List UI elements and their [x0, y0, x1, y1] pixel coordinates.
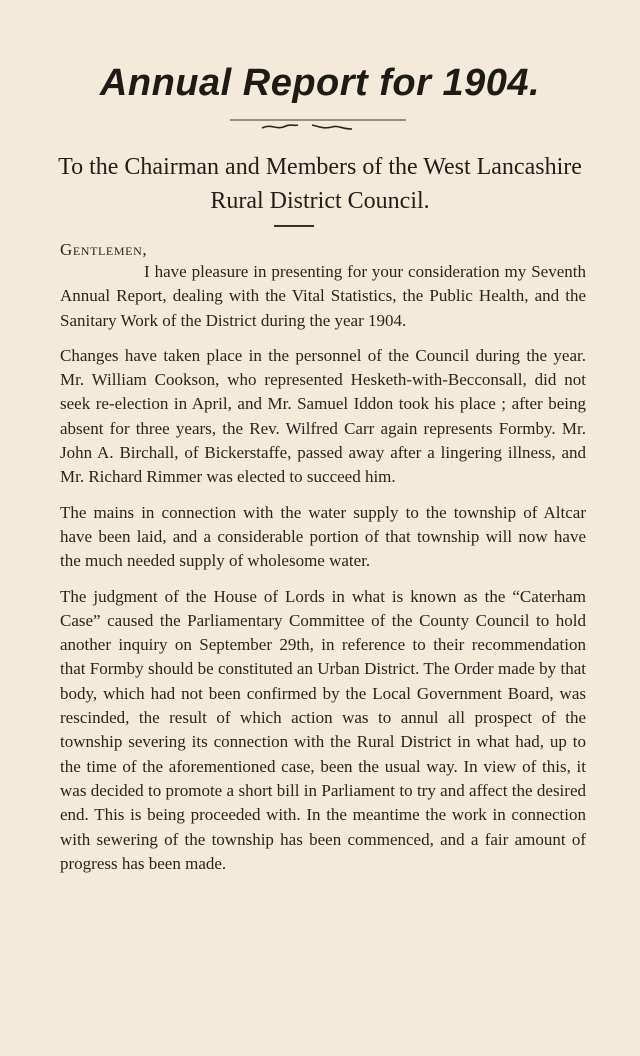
paragraph-1: I have pleasure in presenting for your consideration my Seventh Annual Report, dealing with the Vital Statistics, the Public Health, and the Sanitary Work of the District during the year 1904. [60, 262, 586, 330]
paragraph-4: The judgment of the House of Lords in what is known as the “Caterham Case” caused the Parliamentary Committee of the County Council to hold another inquiry on September 29th, in reference to their recommendation that Formby should be constituted an Urban District. The Order made by that body, which had not been confirmed by the Local Government Board, was rescinded, the result of which action was to annul all prospect of the township severing its connection with the Rural District in what had, up to the time of the aforementioned case, been the usual way. In view of this, it was decided to promote a short bill in Parliament to try and affect the desired end. This is being proceeded with. In the meantime the work in connection with sewering of the township has been commenced, and a fair amount of progress has been made. [60, 586, 586, 873]
section-divider [274, 225, 314, 227]
salutation: Gentlemen, [60, 240, 148, 259]
addressee: To the Chairman and Members of the West Lancashire Rural District Council. [58, 154, 582, 214]
page-title: Annual Report for 1904. [99, 62, 541, 104]
paragraph-2: Changes have taken place in the personnel of the Council during the year. Mr. William Cookson, who represented Hesketh-with-Becconsall, did not seek re-election in April, and Mr. Samuel Iddon took his place ; after being absent for three years, the Rev. Wilfred Carr again represents Formby. Mr. John A. Birchall, of Bickerstaffe, passed away after a lingering illness, and Mr. Richard Rimmer was elected to succeed him. [60, 345, 586, 487]
title-ornament [228, 117, 408, 133]
paragraph-3: The mains in connection with the water supply to the township of Altcar have been laid, and a considerable portion of that township will now have the much needed supply of wholesome water. [60, 502, 586, 571]
report-body [60, 260, 586, 876]
